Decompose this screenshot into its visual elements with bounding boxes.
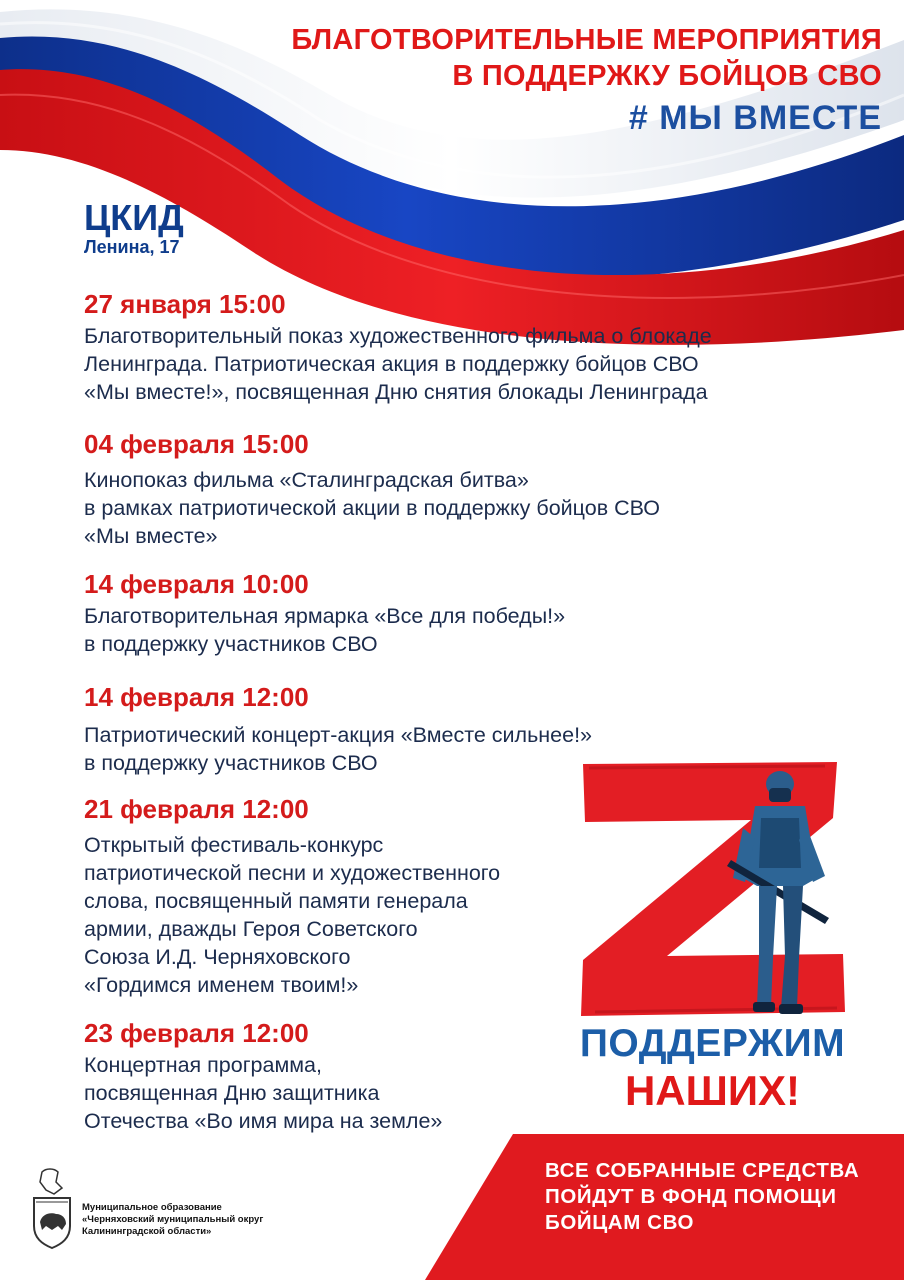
event-2 [84, 428, 660, 550]
event-description: Концертная программа, посвященная Дню защитника Отечества «Во имя мира на земле» [84, 1053, 443, 1133]
event-description: Открытый фестиваль-конкурс патриотической песни и художественного слова, посвященный памяти генерала армии, дважды Героя Советского Союза И.Д. Черняховского «Гордимся именем твоим!» [84, 833, 501, 997]
soldier-figure-icon [725, 768, 835, 1018]
event-description: Кинопоказ фильма «Сталинградская битва» в рамках патриотической акции в поддержку бойцов СВО «Мы вместе» [84, 468, 660, 548]
event-description: Патриотический концерт-акция «Вместе сильнее!» в поддержку участников СВО [84, 723, 593, 775]
event-4 [84, 681, 592, 777]
event-description: Благотворительная ярмарка «Все для победы!» в поддержку участников СВО [84, 604, 566, 656]
org-line3: Калининградской области» [82, 1226, 212, 1237]
organization-name [82, 1202, 342, 1238]
event-date: 14 февраля 12:00 [84, 682, 309, 712]
slogan-line1: ПОДДЕРЖИМ [579, 1022, 846, 1065]
event-date: 04 февраля 15:00 [84, 429, 309, 459]
event-date: 23 февраля 12:00 [84, 1018, 309, 1048]
header [291, 22, 882, 140]
header-title-line1: БЛАГОТВОРИТЕЛЬНЫЕ МЕРОПРИЯТИЯ [291, 24, 882, 56]
event-5 [84, 793, 500, 999]
org-line1: Муниципальное образование [82, 1202, 222, 1213]
event-date: 14 февраля 10:00 [84, 569, 309, 599]
funds-banner [425, 1134, 904, 1280]
funds-banner-text: ВСЕ СОБРАННЫЕ СРЕДСТВА ПОЙДУТ В ФОНД ПОМОЩИ БОЙЦАМ СВО [545, 1159, 860, 1234]
event-date: 21 февраля 12:00 [84, 794, 309, 824]
event-1 [84, 288, 712, 406]
header-title-line2: В ПОДДЕРЖКУ БОЙЦОВ СВО [452, 60, 882, 92]
venue-name: ЦКИД [84, 197, 184, 238]
coat-of-arms-icon [28, 1168, 76, 1250]
venue [84, 198, 184, 258]
org-line2: «Черняховский муниципальный округ [82, 1214, 264, 1225]
venue-address: Ленина, 17 [84, 237, 180, 257]
event-6 [84, 1017, 442, 1135]
slogan-line2: НАШИХ! [624, 1067, 801, 1114]
event-3 [84, 568, 565, 658]
hashtag: # МЫ ВМЕСТЕ [628, 99, 882, 137]
event-date: 27 января 15:00 [84, 289, 286, 319]
event-description: Благотворительный показ художественного фильма о блокаде Ленинграда. Патриотическая акция в поддержку бойцов СВО «Мы вместе!», посвященная Дню снятия блокады Ленинграда [84, 324, 712, 404]
